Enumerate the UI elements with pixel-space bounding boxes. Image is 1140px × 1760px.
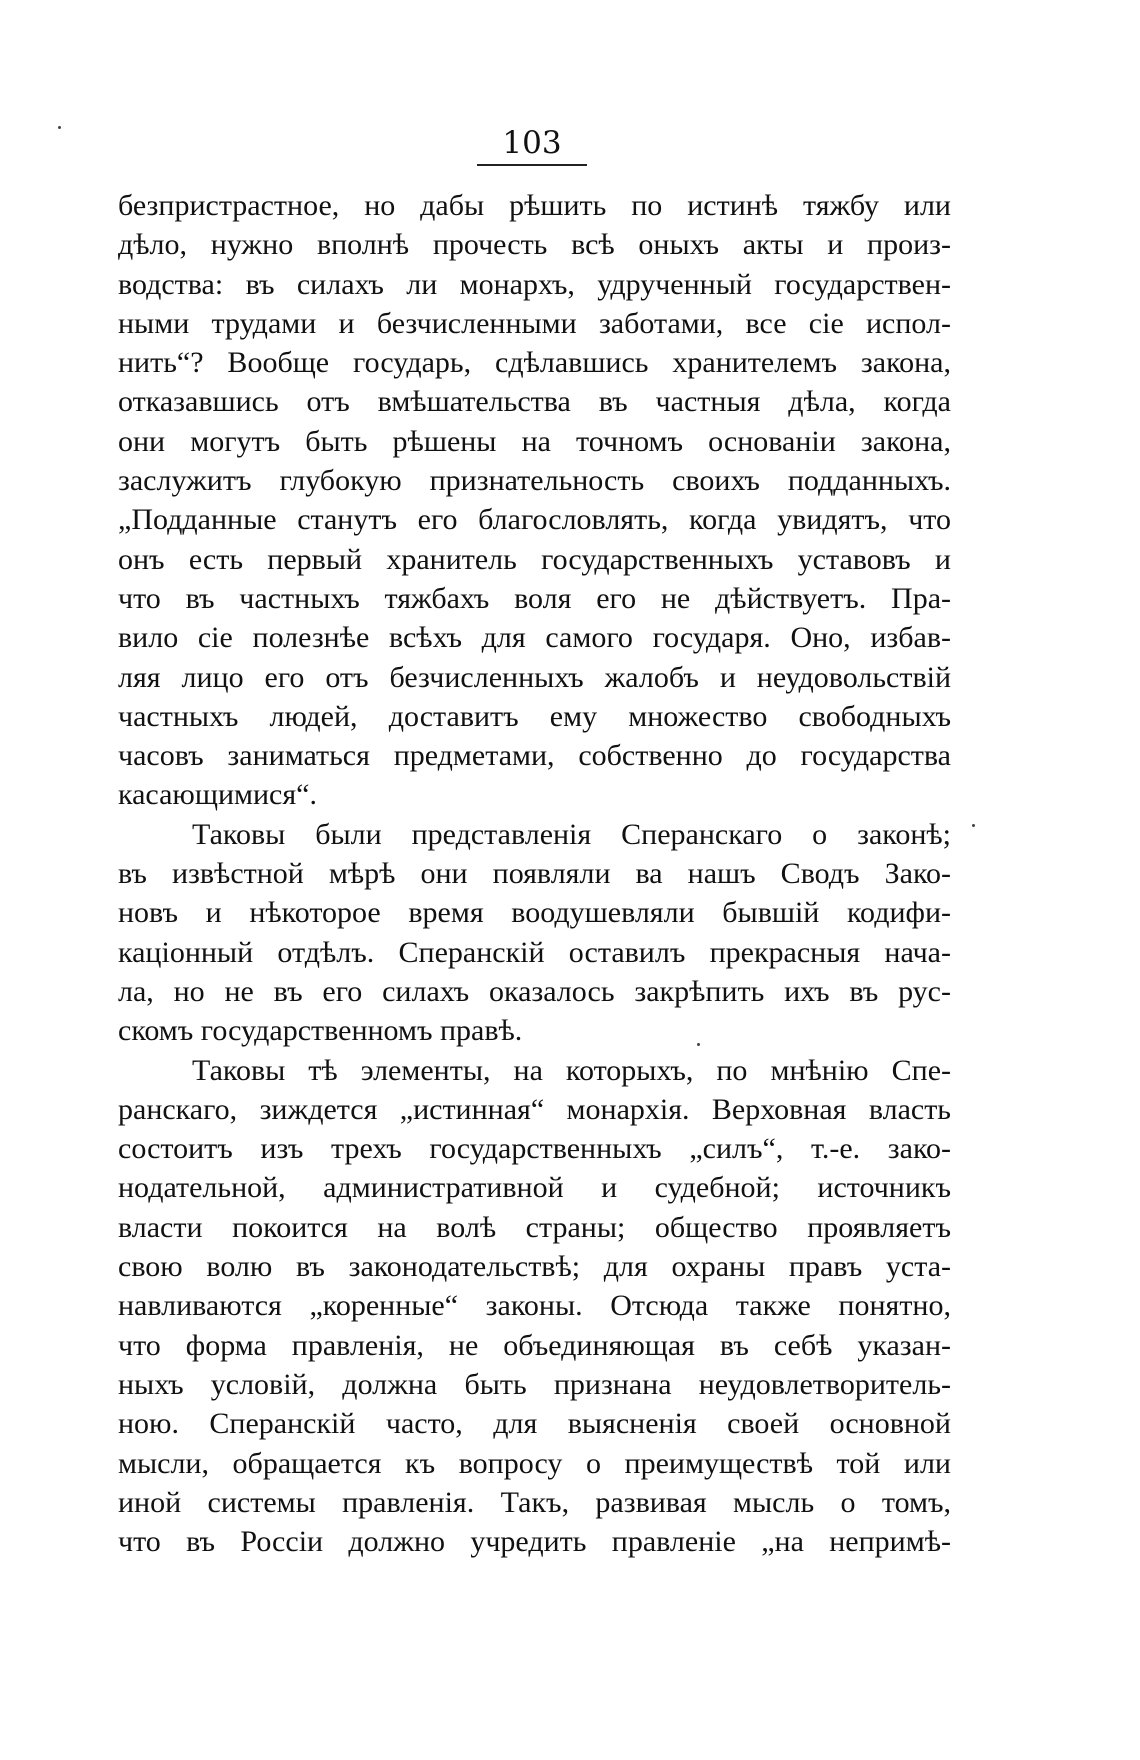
text-line: свою волю въ законодательствѣ; для охраны правъ уста- [118, 1250, 951, 1284]
text-line: отказавшись отъ вмѣшательства въ частныя дѣла, когда [118, 385, 951, 419]
scan-speck [58, 126, 61, 129]
text-line: заслужитъ глубокую признательность своихъ подданныхъ. [118, 464, 951, 498]
text-line: „Подданные станутъ его благословлять, когда увидятъ, что [118, 503, 951, 537]
page-number-rule [477, 164, 587, 166]
text-line: навливаются „коренные“ законы. Отсюда также понятно, [118, 1289, 951, 1323]
text-line: новъ и нѣкоторое время воодушевляли бывшій кодифи- [118, 896, 951, 930]
paragraph-first-line: Таковы были представленія Сперанскаго о законѣ; [192, 817, 951, 851]
text-line: иной системы правленія. Такъ, развивая мысль о томъ, [118, 1485, 951, 1519]
text-line: власти покоится на волѣ страны; общество проявляетъ [118, 1210, 951, 1244]
text-line: дѣло, нужно вполнѣ прочесть всѣ оныхъ акты и произ- [118, 228, 951, 262]
text-line: водства: въ силахъ ли монархъ, удрученный государствен- [118, 267, 951, 301]
text-line: ною. Сперанскій часто, для выясненія своей основной [118, 1407, 951, 1441]
page-number: 103 [502, 125, 562, 161]
text-line: безпристрастное, но дабы рѣшить по истинѣ тяжбу или [118, 189, 951, 222]
text-line: они могутъ быть рѣшены на точномъ основаніи закона, [118, 424, 951, 458]
text-line: что въ Россіи должно учредить правленіе „на непримѣ- [118, 1525, 951, 1559]
scan-speck [972, 824, 975, 827]
text-line: ныхъ условій, должна быть признана неудовлетворитель- [118, 1367, 951, 1401]
text-line: нить“? Вообще государь, сдѣлавшись хранителемъ закона, [118, 346, 951, 380]
text-line: каціонный отдѣлъ. Сперанскій оставилъ прекрасныя нача- [118, 935, 951, 969]
body-text [118, 186, 951, 1561]
text-line: нодательной, административной и судебной; источникъ [118, 1171, 951, 1205]
text-line: ла, но не въ его силахъ оказалось закрѣпить ихъ въ рус- [118, 974, 951, 1008]
text-line: ляя лицо его отъ безчисленныхъ жалобъ и неудовольствій [118, 660, 951, 694]
text-line: онъ есть первый хранитель государственныхъ уставовъ и [118, 542, 951, 576]
text-line: что въ частныхъ тяжбахъ воля его не дѣйствуетъ. Пра- [118, 581, 951, 615]
text-line: скомъ государственномъ правѣ. [118, 1014, 523, 1048]
text-line: мысли, обращается къ вопросу о преимуществѣ той или [118, 1446, 951, 1480]
text-line: частныхъ людей, доставитъ ему множество свободныхъ [118, 699, 951, 733]
text-line: въ извѣстной мѣрѣ они появляли ва нашъ Сводъ Зако- [118, 857, 951, 891]
text-line: ными трудами и безчисленными заботами, все сіе испол- [118, 306, 951, 340]
text-line: часовъ заниматься предметами, собственно до государства [118, 739, 951, 773]
text-line: ранскаго, зиждется „истинная“ монархія. Верховная власть [118, 1092, 951, 1126]
text-line: вило сіе полезнѣе всѣхъ для самого государя. Оно, избав- [118, 621, 951, 655]
text-line: что форма правленія, не объединяющая въ себѣ указан- [118, 1328, 951, 1362]
text-line: касающимися“. [118, 778, 317, 812]
text-line: состоитъ изъ трехъ государственныхъ „силъ“, т.-е. зако- [118, 1132, 951, 1166]
paragraph-first-line: Таковы тѣ элементы, на которыхъ, по мнѣнію Спе- [192, 1053, 951, 1087]
